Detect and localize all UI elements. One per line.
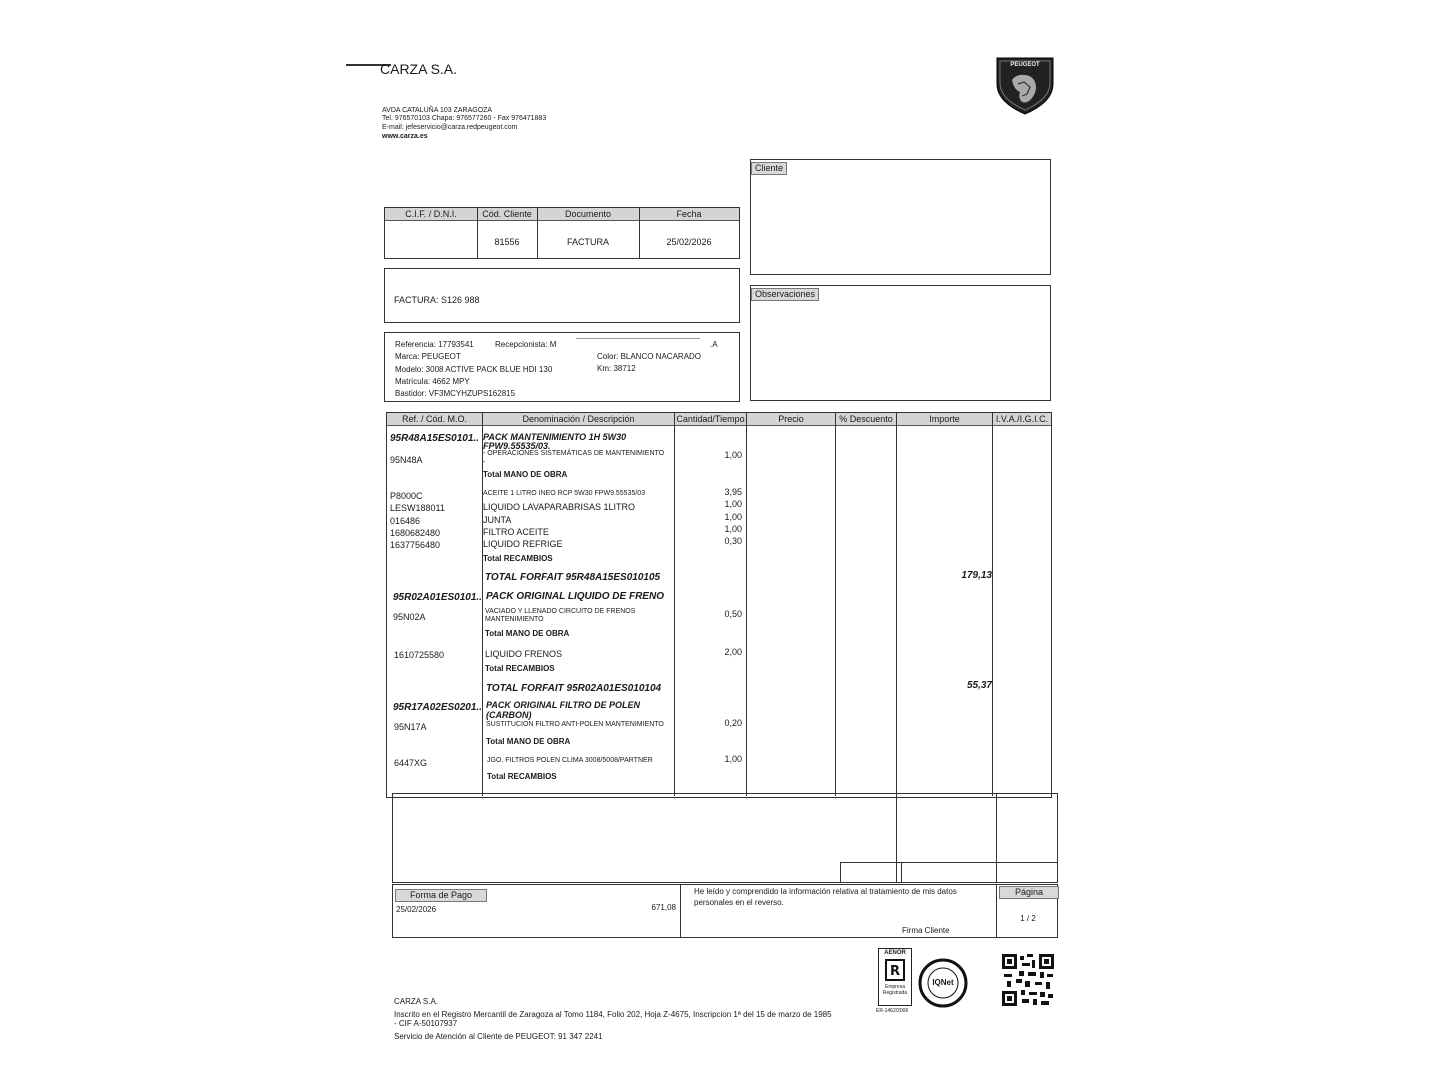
pack1-part-qty: 1,00 (724, 524, 742, 534)
pack1-labour-dash: - (483, 459, 486, 466)
header-client-code-label: Cód. Cliente (482, 209, 532, 219)
pack2-labour-qty: 0,50 (724, 609, 742, 619)
vehicle-reference: Referencia: 17793541 (395, 340, 474, 349)
col-divider (746, 413, 747, 796)
col-price-header: Precio (747, 413, 836, 425)
pack3-part-qty: 1,00 (724, 754, 742, 764)
pack1-part-qty: 3,95 (724, 487, 742, 497)
aenor-sub: Empresa (884, 984, 905, 990)
header-date-label: Fecha (676, 209, 702, 219)
pack1-part-qty: 1,00 (724, 512, 742, 522)
pack1-part-qty: 0,30 (724, 536, 742, 546)
pack3-parts-total: Total RECAMBIOS (487, 772, 557, 781)
qr-code (1002, 954, 1054, 1006)
payment-date: 25/02/2026 (396, 905, 437, 914)
page-number: 1 / 2 (1020, 914, 1036, 923)
payment-method-label: Forma de Pago (395, 889, 487, 902)
aenor-code: ER-1462/2006 (876, 1008, 909, 1014)
pack3-code: 95R17A02ES0201.. (393, 702, 482, 713)
header-cif-label: C.I.F. / D.N.I. (405, 209, 457, 219)
page-label: Página (999, 886, 1059, 899)
aenor-cert (878, 948, 912, 1006)
aenor-sub-2: Registrada (882, 990, 908, 996)
signature-label: Firma Cliente (902, 926, 950, 935)
receptionist-redaction (576, 338, 700, 351)
pack1-parts-total: Total RECAMBIOS (483, 554, 553, 563)
col-divider (896, 413, 897, 796)
pack3-labour-qty: 0,20 (724, 718, 742, 728)
col-divider (674, 413, 675, 796)
col-discount-header: % Descuento (836, 413, 897, 425)
pack1-labour-desc: - OPERACIONES SISTEMÁTICAS DE MANTENIMIENTO (483, 450, 665, 457)
totals-cell-divider (901, 862, 902, 883)
pack2-labour-total: Total MANO DE OBRA (485, 629, 570, 638)
header-divider (537, 208, 538, 258)
privacy-text: He leído y comprendido la información relativa al tratamiento de mis datos (694, 887, 957, 896)
col-amount-header: Importe (897, 413, 993, 425)
company-name: CARZA S.A. (380, 61, 458, 77)
pack1-part-ref: 016486 (390, 516, 421, 526)
payment-amount: 671,08 (651, 903, 676, 912)
pack2-parts-total: Total RECAMBIOS (485, 664, 555, 673)
peugeot-brand-text: PEUGEOT (1010, 62, 1040, 68)
col-vat-header: I.V.A./I.G.I.C. (993, 413, 1051, 425)
pack1-code: 95R48A15ES0101.. (390, 433, 479, 444)
pack1-part-qty: 1,00 (724, 499, 742, 509)
pack1-part-desc: JUNTA (483, 515, 512, 525)
pack2-part-desc: LIQUIDO FRENOS (485, 649, 563, 659)
client-box (750, 159, 1051, 275)
pack2-labour-ref: 95N02A (393, 612, 426, 622)
header-table (384, 207, 740, 259)
pack1-part-ref: LESW188011 (390, 503, 445, 513)
observations-label: Observaciones (751, 288, 819, 301)
pack3-labour-ref: 95N17A (394, 722, 427, 732)
footer-registry: Inscrito en el Registro Mercantil de Zaragoza al Tomo 1184, Folio 202, Hoja Z-4675, Inscripcion 1ª del 15 de marzo de 1985 (394, 1010, 832, 1019)
pack2-labour-desc: VACIADO Y LLENADO CIRCUITO DE FRENOS (485, 608, 636, 615)
header-client-code-value: 81556 (494, 237, 520, 247)
pack3-labour-total: Total MANO DE OBRA (486, 737, 571, 746)
pack2-title: PACK ORIGINAL LIQUIDO DE FRENO (486, 591, 664, 602)
header-document-label: Documento (564, 209, 612, 219)
pack1-part-desc: LIQUIDO REFRIGE (483, 539, 563, 549)
pack2-amount: 55,37 (966, 680, 992, 691)
header-date-value: 25/02/2026 (666, 237, 712, 247)
col-description-header: Denominación / Descripción (483, 413, 675, 425)
pack1-labour-total: Total MANO DE OBRA (483, 470, 568, 479)
pack1-part-desc: ACEITE 1 LITRO INEO RCP 5W30 FPW9.55535/03 (483, 490, 646, 497)
pack1-forfait-total: TOTAL FORFAIT 95R48A15ES010105 (485, 572, 661, 583)
company-phones: Tel. 976570103 Chapa: 976577260 - Fax 976471883 (382, 115, 547, 122)
pack3-part-desc: JGO. FILTROS POLEN CLIMA 3008/5008/PARTNER (487, 757, 653, 764)
vehicle-color: Color: BLANCO NACARADO (597, 352, 702, 361)
header-divider (639, 208, 640, 258)
totals-cell-divider (996, 862, 997, 883)
privacy-text-2: personales en el reverso. (694, 898, 784, 907)
aenor-title: AENOR (884, 950, 906, 956)
pack2-code: 95R02A01ES0101.. (393, 592, 482, 603)
pack3-labour-desc: SUSTITUCION FILTRO ANTI-POLEN MANTENIMIENTO (486, 721, 664, 728)
peugeot-logo (994, 54, 1056, 116)
vehicle-km: Km: 38712 (597, 364, 636, 373)
pack3-title: PACK ORIGINAL FILTRO DE POLEN (486, 700, 641, 710)
pack1-amount: 179,13 (961, 570, 992, 581)
company-web: www.carza.es (382, 133, 428, 140)
pack1-part-desc: LIQUIDO LAVAPARABRISAS 1LITRO (483, 502, 636, 512)
vehicle-vin: Bastidor: VF3MCYHZUPS162815 (395, 389, 516, 398)
col-divider (835, 413, 836, 796)
totals-cells (840, 862, 1058, 883)
footer-service: Servicio de Atención al Cliente de PEUGEOT: 91 347 2241 (394, 1032, 603, 1041)
col-ref-header: Ref. / Cód. M.O. (387, 413, 483, 425)
footer-company: CARZA S.A. (394, 997, 439, 1006)
pack1-part-ref: 1680682480 (390, 528, 441, 538)
company-email: E-mail: jefeservicio@carza.redpeugeot.com (382, 124, 518, 131)
pack1-labour-qty: 1,00 (724, 450, 742, 460)
vehicle-receptionist: Recepcionista: M (495, 340, 557, 349)
pack3-title-2: (CARBON) (486, 710, 532, 720)
vehicle-model: Modelo: 3008 ACTIVE PACK BLUE HDI 130 (395, 365, 553, 374)
qr-code-icon (1002, 954, 1054, 1006)
footer-cif: - CIF A-50107937 (394, 1019, 458, 1028)
vehicle-plate: Matrícula: 4662 MPY (395, 377, 470, 386)
payment-divider (680, 884, 681, 938)
svg-text:R: R (889, 964, 901, 979)
payment-divider (996, 884, 997, 938)
pack2-forfait-total: TOTAL FORFAIT 95R02A01ES010104 (486, 683, 662, 694)
pack1-part-desc: FILTRO ACEITE (483, 527, 549, 537)
col-quantity-header: Cantidad/Tiempo (675, 413, 747, 425)
client-label: Cliente (751, 162, 787, 175)
iqnet-label: IQNet (932, 978, 954, 987)
iqnet-cert (918, 958, 968, 1008)
observations-box (750, 285, 1051, 401)
header-document-value: FACTURA (566, 237, 609, 247)
pack1-part-ref: 1637756480 (390, 540, 441, 550)
pack1-labour-ref: 95N48A (390, 455, 423, 465)
pack1-part-ref: P8000C (390, 491, 423, 501)
pack2-labour-desc-2: MANTENIMIENTO (485, 616, 544, 623)
pack2-part-ref: 1610725580 (394, 650, 445, 660)
vehicle-brand: Marca: PEUGEOT (395, 352, 461, 361)
pack3-part-ref: 6447XG (394, 758, 428, 768)
company-address: AVDA CATALUÑA 103 ZARAGOZA (382, 107, 493, 114)
vehicle-receptionist-end: .A (710, 340, 718, 349)
invoice-number: FACTURA: S126 988 (394, 295, 480, 305)
pack1-title-2: FPW9.55535/03. (483, 441, 551, 451)
header-divider (477, 208, 478, 258)
col-divider (992, 413, 993, 796)
pack1-title: PACK MANTENIMIENTO 1H 5W30 (483, 432, 627, 442)
aenor-er-icon (885, 959, 905, 981)
pack2-part-qty: 2,00 (724, 647, 742, 657)
